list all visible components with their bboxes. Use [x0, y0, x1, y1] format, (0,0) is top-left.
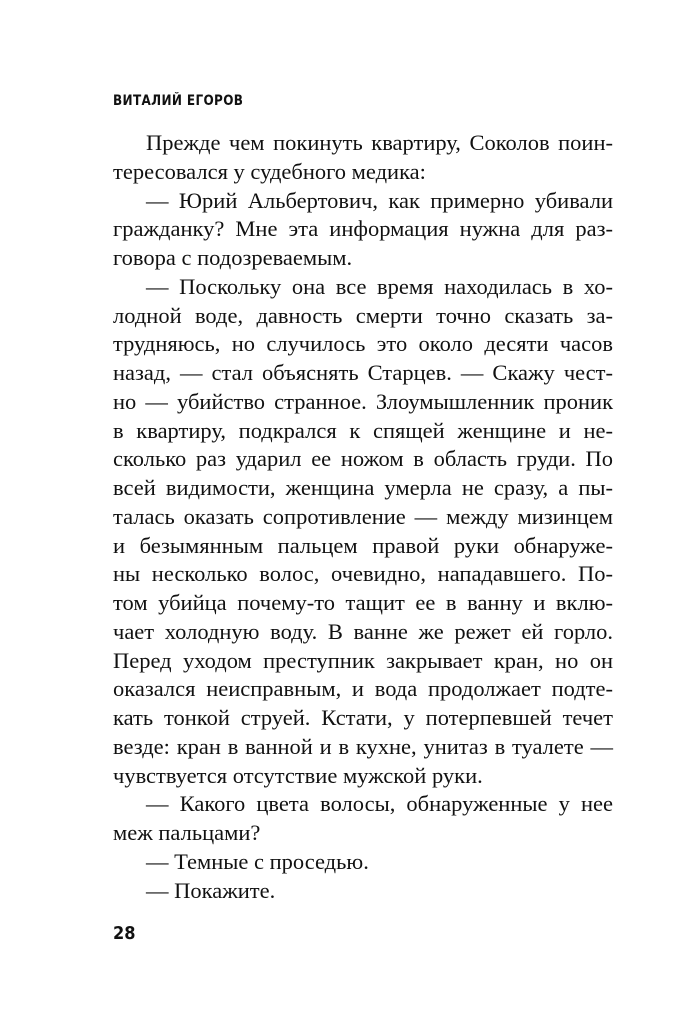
text-line: тересовался у судебного медика:	[113, 158, 426, 184]
text-line: — Юрий Альбертович, как примерно убивали	[146, 187, 613, 213]
text-line: но — убийство странное. Злоумышленник проник	[113, 388, 613, 414]
text-line: талась оказать сопротивление — между мизинцем	[113, 503, 613, 529]
text-line: чает холодную воду. В ванне же режет ей горло.	[113, 618, 613, 644]
text-line: — Темные с проседью.	[146, 848, 369, 874]
text-line: сколько раз ударил ее ножом в область груди. По	[113, 446, 613, 472]
text-line: и безымянным пальцем правой руки обнаруже-	[113, 532, 613, 558]
page-number: 28	[113, 923, 136, 944]
text-line: назад, — стал объяснять Старцев. — Скажу чест-	[113, 360, 613, 385]
text-line: — Покажите.	[146, 877, 276, 903]
text-line: трудняюсь, но случилось это около десяти часов	[113, 331, 613, 357]
text-line: Прежде чем покинуть квартиру, Соколов поин-	[146, 130, 613, 155]
text-line: лодной воде, давность смерти точно сказать за-	[113, 302, 613, 328]
text-line: Перед уходом преступник закрывает кран, но он	[113, 647, 613, 673]
text-line: кать тонкой струей. Кстати, у потерпевшей течет	[113, 705, 613, 730]
text-line: везде: кран в ванной и в кухне, унитаз в туалете —	[113, 733, 613, 759]
text-line: — Какого цвета волосы, обнаруженные у нее	[146, 791, 613, 817]
text-line: меж пальцами?	[113, 820, 261, 845]
text-line: всей видимости, женщина умерла не сразу, а пы-	[113, 475, 613, 500]
body-text	[113, 129, 613, 905]
running-head-author: ВИТАЛИЙ ЕГОРОВ	[113, 93, 244, 109]
text-line: в квартиру, подкрался к спящей женщине и не-	[113, 417, 613, 443]
text-line: чувствуется отсутствие мужской руки.	[113, 762, 483, 788]
text-line: оказался неисправным, и вода продолжает подте-	[113, 676, 613, 702]
text-line: — Поскольку она все время находилась в хо-	[146, 273, 613, 299]
text-line: том убийца почему-то тащит ее в ванну и вклю-	[113, 590, 613, 615]
text-line: говора с подозреваемым.	[113, 245, 353, 270]
text-line: ны несколько волос, очевидно, нападавшего. По-	[113, 561, 613, 587]
text-line: гражданку? Мне эта информация нужна для раз-	[113, 216, 613, 242]
